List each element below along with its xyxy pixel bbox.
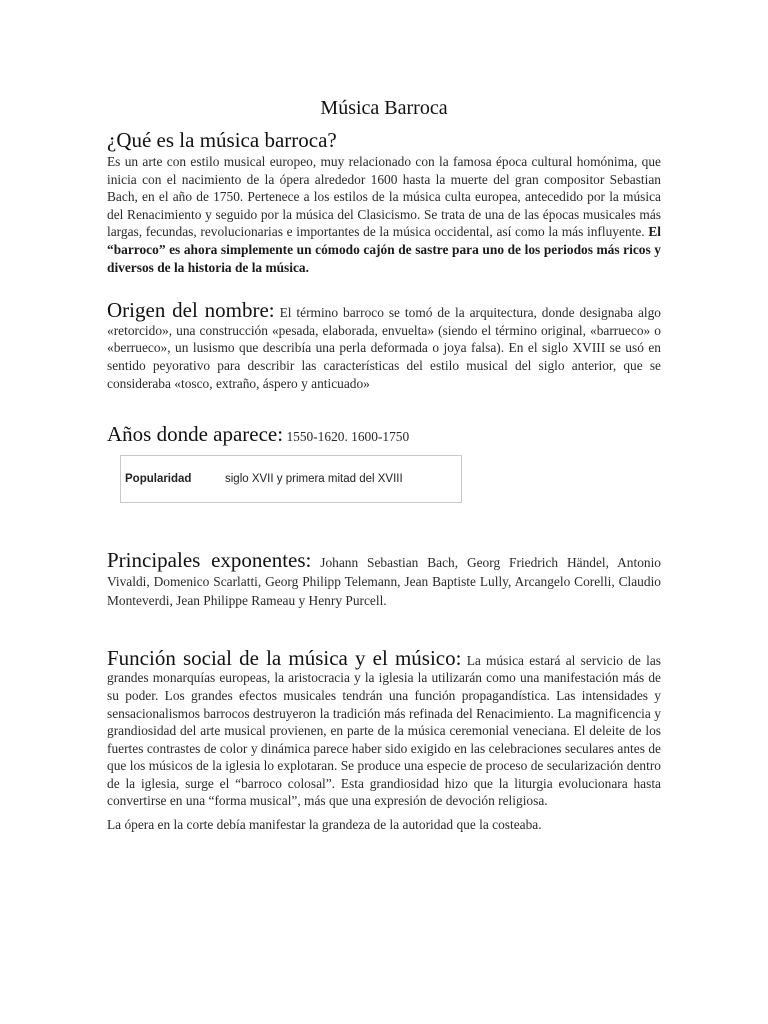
principales-text: Johann Sebastian Bach, Georg Friedrich Händel, Antonio Vivaldi, Domenico Scarlatti, Georg Philipp Telemann, Jean Baptiste Lully, Arcangelo Corelli, Claudio Monteverdi, Jean Philippe Rameau y Henry Purcell. [107, 554, 661, 608]
intro-bold-text: El “barroco” es ahora simplemente un cómodo cajón de sastre para uno de los periodos más ricos y diversos de la historia de la música. [107, 224, 661, 275]
principales-paragraph [107, 547, 661, 610]
page-title: Música Barroca [320, 97, 448, 119]
origen-paragraph [107, 298, 662, 392]
funcion-text: La música estará al servicio de las grandes monarquías europeas, la aristocracia y la iglesia la utilizarán como una manifestación más de su poder. Los grandes efectos musicales tendrán una función propagandística. Las intensidades y sensacionalismos barrocos destruyeron la tradición más refinada del Renacimiento. La magnificencia y grandiosidad del arte musical provienen, en parte de la música ceremonial veneciana. El deleite de los fuertes contrastes de color y dinámica parece haber sido exigido en las celebraciones seculares antes de que los músicos de la iglesia lo explotaran. Se produce una especie de proceso de secularización dentro de la iglesia, surge el “barroco colosal”. Esta grandiosidad hizo que la liturgia evolucionara hasta convertirse en una “forma musical”, más que una expresión de devoción religiosa. [107, 652, 661, 809]
anos-heading: Años donde aparece: [107, 422, 284, 447]
popularity-table [120, 455, 462, 503]
anos-text: 1550-1620. 1600-1750 [283, 429, 410, 445]
intro-paragraph [107, 153, 661, 276]
popularity-label: Popularidad [125, 472, 192, 485]
intro-text: Es un arte con estilo musical europeo, muy relacionado con la famosa época cultural homónima, que inicia con el nacimiento de la ópera alrededor 1600 hasta la muerte del gran compositor Sebastian Bach, en el año de 1750. Pertenece a los estilos de la música culta europea, antecedido por la música del Renacimiento y seguido por la música del Clasicismo. Se trata de una de las épocas musicales más largas, fecundas, revolucionarias e importantes de la música occidental, así como la más influyente. [107, 154, 661, 240]
document-page [107, 96, 661, 834]
intro-heading: ¿Qué es la música barroca? [107, 128, 337, 152]
funcion-last-line: La ópera en la corte debía manifestar la grandeza de la autoridad que la costeaba. [107, 817, 542, 833]
origen-text: El término barroco se tomó de la arquitectura, donde designaba algo «retorcido», una construcción «pesada, elaborada, envuelta» (siendo el término original, «barrueco» o «berrueco», un lusismo que describía una perla deformada o joya falsa). En el siglo XVIII se usó en sentido peyorativo para describir las características del estilo musical del siglo anterior, que se consideraba «tosco, extraño, áspero y anticuado» [107, 305, 662, 391]
funcion-paragraph [107, 645, 661, 810]
principales-heading: Principales exponentes: [107, 547, 312, 572]
funcion-heading: Función social de la música y el músico: [107, 645, 462, 670]
popularity-value: siglo XVII y primera mitad del XVIII [225, 472, 403, 485]
origen-heading: Origen del nombre: [107, 298, 275, 323]
anos-paragraph [107, 422, 661, 447]
